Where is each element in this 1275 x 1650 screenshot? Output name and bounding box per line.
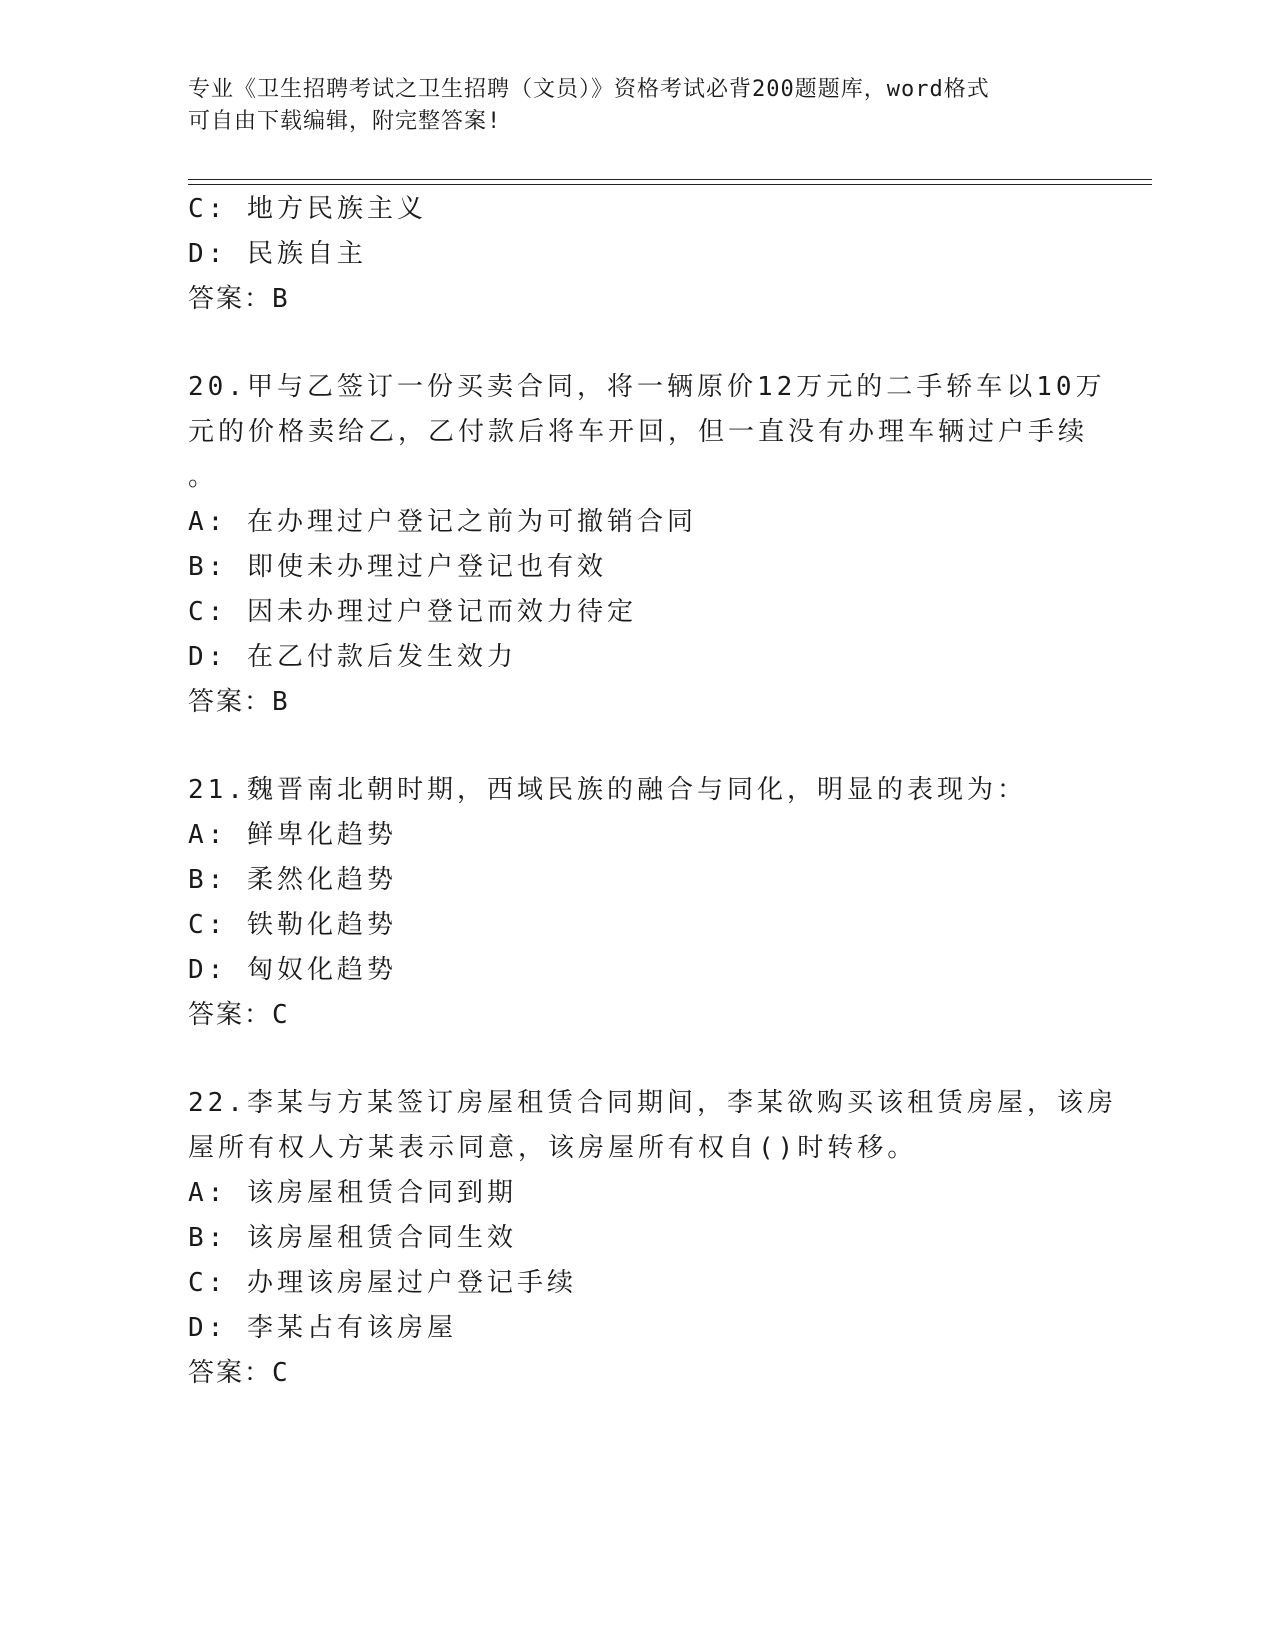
option-d: D: 匈奴化趋势 (188, 955, 397, 985)
answer: 答案：C (188, 1358, 290, 1388)
question-stem: 20.甲与乙签订一份买卖合同，将一辆原价12万元的二手轿车以10万 (188, 372, 1106, 402)
option-b: B: 该房屋租赁合同生效 (188, 1223, 517, 1253)
option-c: C: 办理该房屋过户登记手续 (188, 1268, 577, 1298)
option-d: D: 在乙付款后发生效力 (188, 642, 517, 672)
option-a: A: 该房屋租赁合同到期 (188, 1178, 517, 1208)
option-b: B: 柔然化趋势 (188, 865, 397, 895)
answer: 答案：B (188, 284, 290, 314)
answer: 答案：C (188, 1000, 290, 1030)
question-stem: 元的价格卖给乙，乙付款后将车开回，但一直没有办理车辆过户手续 (188, 417, 1089, 447)
question-stem: 21.魏晋南北朝时期，西域民族的融合与同化，明显的表现为： (188, 775, 1027, 805)
option-c: C: 地方民族主义 (188, 194, 427, 224)
question-stem: 。 (188, 462, 219, 492)
question-stem: 22.李某与方某签订房屋租赁合同期间，李某欲购买该租赁房屋，该房 (188, 1088, 1117, 1118)
document-header (188, 74, 1068, 138)
option-a: A: 在办理过户登记之前为可撤销合同 (188, 507, 697, 537)
option-d: D: 李某占有该房屋 (188, 1313, 457, 1343)
option-d: D: 民族自主 (188, 239, 367, 269)
header-line-2: 可自由下载编辑，附完整答案! (188, 109, 502, 134)
header-divider-bottom (188, 184, 1152, 185)
question-stem: 屋所有权人方某表示同意，该房屋所有权自()时转移。 (188, 1133, 918, 1163)
option-c: C: 铁勒化趋势 (188, 910, 397, 940)
header-line-1: 专业《卫生招聘考试之卫生招聘（文员）》资格考试必背200题题库，word格式 (188, 77, 990, 102)
option-a: A: 鲜卑化趋势 (188, 820, 397, 850)
option-b: B: 即使未办理过户登记也有效 (188, 552, 607, 582)
answer: 答案：B (188, 687, 290, 717)
option-c: C: 因未办理过户登记而效力待定 (188, 597, 637, 627)
header-divider-top (188, 179, 1152, 180)
